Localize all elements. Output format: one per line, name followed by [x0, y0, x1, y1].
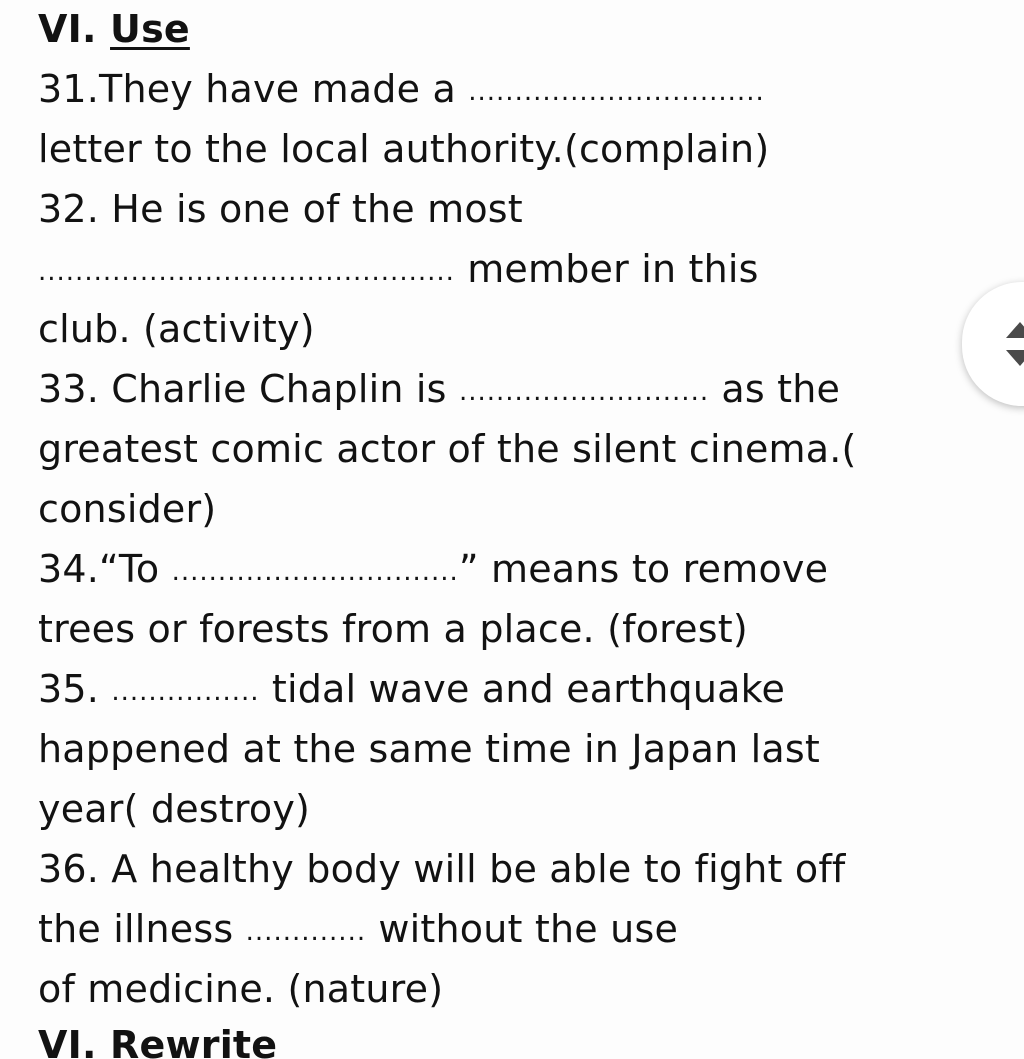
answer-blank: ............. [245, 917, 367, 947]
question-text: 33. Charlie Chaplin is [38, 367, 447, 411]
question-36-line-1: 36. A healthy body will be able to fight off [38, 847, 846, 891]
section-heading [38, 6, 190, 52]
question-34-line-1 [38, 546, 828, 597]
answer-blank: ................................ [468, 77, 765, 107]
answer-blank: ............................................. [38, 257, 455, 287]
up-down-arrows-icon [1002, 318, 1024, 370]
question-text: 35. [38, 667, 100, 711]
question-34-line-2: trees or forests from a place. (forest) [38, 607, 748, 651]
question-35-line-3: year( destroy) [38, 787, 311, 831]
question-35-line-2: happened at the same time in Japan last [38, 727, 820, 771]
next-section-heading: VI. Rewrite [38, 1023, 278, 1059]
question-33-line-1 [38, 366, 840, 417]
question-31-line-1 [38, 66, 765, 117]
section-title: Use [110, 7, 190, 51]
question-36-line-3: of medicine. (nature) [38, 967, 444, 1011]
question-text-tail: ” means to remove [458, 547, 829, 591]
question-text-tail: tidal wave and earthquake [271, 667, 786, 711]
question-32-line-2 [38, 246, 759, 297]
question-33-line-3: consider) [38, 487, 217, 531]
question-text-tail: as the [721, 367, 841, 411]
question-text: member in this [467, 247, 759, 291]
question-32-line-1: 32. He is one of the most [38, 187, 523, 231]
question-35-line-1 [38, 666, 785, 717]
question-36-line-2 [38, 906, 678, 957]
question-33-line-2: greatest comic actor of the silent cinema.( [38, 427, 857, 471]
question-text-tail: without the use [378, 907, 679, 951]
answer-blank: ............................... [171, 557, 459, 587]
question-text: 34.“To [38, 547, 160, 591]
answer-blank: ................ [111, 677, 260, 707]
answer-blank: ........................... [458, 377, 710, 407]
section-number: VI. [38, 7, 97, 51]
question-text: 31.They have made a [38, 67, 456, 111]
question-31-line-2: letter to the local authority.(complain) [38, 127, 770, 171]
question-text: the illness [38, 907, 234, 951]
question-32-line-3: club. (activity) [38, 307, 315, 351]
fast-scroll-handle[interactable] [962, 282, 1024, 406]
